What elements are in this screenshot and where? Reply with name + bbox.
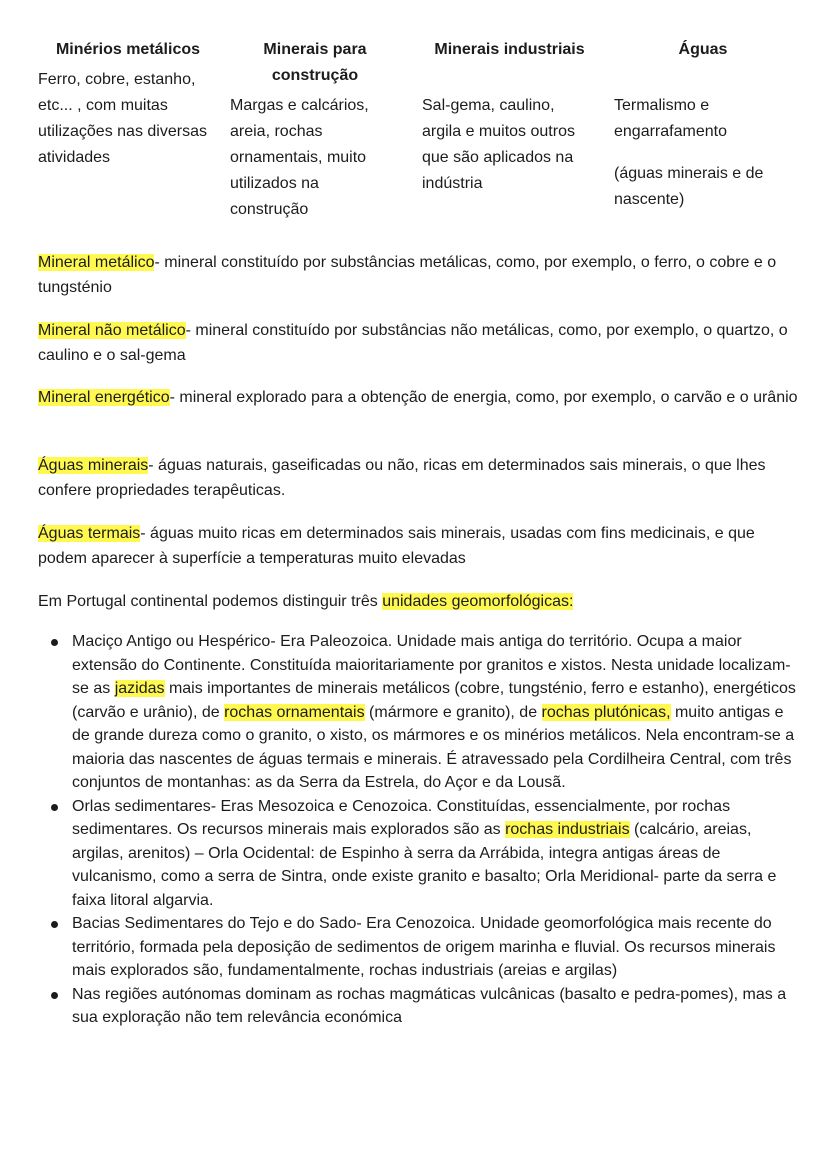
definition-metallic-mineral (38, 250, 798, 300)
intro-text: Em Portugal continental podemos distinguir três (38, 593, 383, 610)
column-title: Minerais industriais (434, 41, 585, 58)
item-highlight: rochas plutónicas, (541, 703, 671, 721)
list-item-sedimentary-basins (38, 912, 798, 983)
definition-term: Mineral metálico (38, 254, 155, 271)
list-item-sedimentary-borders (38, 795, 798, 913)
definition-text: - mineral constituído por substâncias metálicas, como, por exemplo, o ferro, o cobre e o tungsténio (38, 254, 777, 296)
column-text: Sal-gema, caulino, argila e muitos outros que são aplicados na indústria (422, 97, 575, 192)
item-text: Orlas sedimentares- Eras Mesozoica e Cenozoica. Constituídas, essencialmente, por rochas sedimentares. Os recursos minerais mais explorados são as (72, 797, 731, 838)
intro-sentence (38, 589, 798, 614)
definition-term: Águas termais (38, 525, 141, 542)
item-highlight: jazidas (114, 680, 165, 697)
column-title: Minérios metálicos (55, 41, 201, 58)
column-industrial-minerals (422, 37, 600, 197)
list-item-autonomous-regions (38, 983, 798, 1030)
definition-term: Mineral não metálico (38, 322, 186, 339)
geomorphological-units-list (38, 630, 798, 1030)
item-text: Maciço Antigo ou Hespérico- Era Paleozoica. Unidade mais antiga do território. Ocupa a maior extensão do Continente. Constituída maioritariamente por granitos e xistos. Nesta unidade localizam-se as (72, 633, 791, 697)
bullet-icon (51, 804, 58, 811)
definition-text: - mineral explorado para a obtenção de energia, como, por exemplo, o carvão e o urânio (169, 389, 798, 406)
column-note: (águas minerais e de nascente) (614, 165, 764, 208)
bullet-icon (51, 921, 58, 928)
column-title: Águas (678, 41, 728, 58)
bullet-icon (51, 992, 58, 999)
definition-text: - águas muito ricas em determinados sais minerais, usadas com fins medicinais, e que podem aparecer à superfície a temperaturas muito elevadas (38, 525, 755, 567)
definition-term: Águas minerais (38, 457, 149, 474)
definition-thermal-waters (38, 521, 798, 571)
definition-text: - águas naturais, gaseificadas ou não, ricas em determinados sais minerais, o que lhes confere propriedades terapêuticas. (38, 457, 766, 499)
definition-term: Mineral energético (38, 389, 170, 406)
column-text: Margas e calcários, areia, rochas ornamentais, muito utilizados na construção (230, 97, 369, 218)
definition-energy-mineral (38, 385, 798, 410)
item-text: Nas regiões autónomas dominam as rochas magmáticas vulcânicas (basalto e pedra-pomes), mas a sua exploração não tem relevância económica (72, 985, 787, 1026)
item-highlight: rochas ornamentais (224, 703, 365, 721)
intro-highlight: unidades geomorfológicas: (382, 593, 574, 610)
list-item-ancient-massif (38, 630, 798, 795)
item-highlight: rochas industriais (505, 821, 630, 838)
column-text: Termalismo e engarrafamento (614, 97, 727, 140)
column-title: Minerais para construção (263, 41, 367, 84)
bullet-icon (51, 639, 58, 646)
definition-non-metallic-mineral (38, 318, 798, 368)
column-construction-minerals (230, 37, 400, 223)
item-text: Bacias Sedimentares do Tejo e do Sado- Era Cenozoica. Unidade geomorfológica mais recente do território, formada pela deposição de sedimentos de origem marinha e fluvial. Os recursos minerais mais explorados são, fundamentalmente, rochas industriais (areias e argilas) (72, 915, 776, 979)
column-metallic-ores (38, 37, 218, 171)
definition-mineral-waters (38, 453, 798, 503)
item-text: (calcário, areias, argilas, arenitos) – Orla Ocidental: de Espinho à serra da Arrábida, integra antigas áreas de vulcanismo, como a serra de Sintra, onde existe granito e basalto; Orla Meridional- parte da serra e faixa litoral algarvia. (72, 821, 777, 909)
item-text: muito antigas e de grande dureza como o granito, o xisto, os mármores e os minérios metálicos. Nela encontram-se a maioria das nascentes de águas termais e minerais. É atravessado pela Cordilheira Central, com três conjuntos de montanhas: as da Serra da Estrela, do Açor e da Lousã. (72, 703, 795, 791)
item-text: (mármore e granito), de (364, 703, 542, 721)
item-text: mais importantes de minerais metálicos (cobre, tungsténio, ferro e estanho), energéticos (carvão e urânio), de (72, 680, 796, 721)
column-waters (614, 37, 792, 213)
column-text: Ferro, cobre, estanho, etc... , com muitas utilizações nas diversas atividades (38, 71, 207, 166)
definition-text: - mineral constituído por substâncias não metálicas, como, por exemplo, o quartzo, o caulino e o sal-gema (38, 322, 788, 364)
